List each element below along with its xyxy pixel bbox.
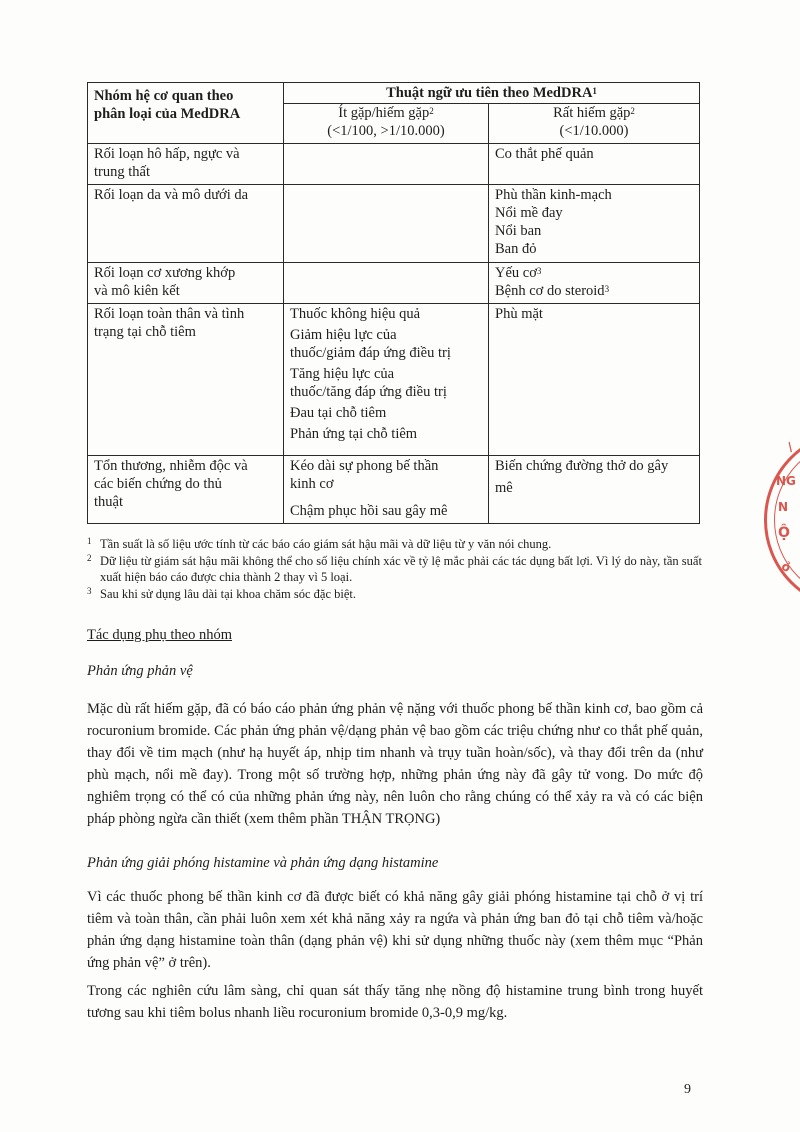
stamp-text: Ộ bbox=[778, 525, 790, 541]
subheading-histamine: Phản ứng giải phóng histamine và phản ứng dạng histamine bbox=[87, 855, 439, 871]
cell-organ-class: Tổn thương, nhiễm độc và các biến chứng do thủ thuật bbox=[88, 456, 284, 524]
page-number: 9 bbox=[684, 1082, 691, 1097]
cell-very-rare: Phù mặt bbox=[489, 304, 700, 456]
table-row bbox=[88, 304, 700, 456]
table-row bbox=[88, 263, 700, 304]
cell-uncommon bbox=[284, 144, 489, 185]
paragraph-histamine-1: Vì các thuốc phong bế thần kinh cơ đã được biết có khả năng gây giải phóng histamine tại chỗ ở vị trí tiêm và toàn thân, cần phải luôn xem xét khả năng xảy ra ngứa và phản ứng ban đỏ tại chỗ tiêm và/hoặc phản ứng dạng histamine toàn thân (dạng phản vệ) khi sử dụng những thuốc này (xem thêm mục “Phản ứng phản vệ” ở trên). bbox=[87, 889, 703, 971]
stamp-text: / bbox=[784, 439, 796, 455]
cell-organ-class: Rối loạn hô hấp, ngực và trung thất bbox=[88, 144, 284, 185]
header-very-rare: Rất hiếm gặp$^2$ (<1/10.000) bbox=[489, 104, 700, 144]
paragraph-histamine-2: Trong các nghiên cứu lâm sàng, chỉ quan sát thấy tăng nhẹ nồng độ histamine trung bình trong huyết tương sau khi tiêm bolus nhanh liều rocuronium bromide 0,3-0,9 mg/kg. bbox=[87, 983, 703, 1021]
footnote: 2 Dữ liệu từ giám sát hậu mãi không thể cho số liệu chính xác về tỷ lệ mắc phải các tác dụng bất lợi. Vì lý do này, tần suất xuất hiện báo cáo được chia thành 2 thay vì 5 loại. bbox=[87, 553, 702, 584]
cell-very-rare: Yếu $cơ^3$ Bệnh cơ do steroid$^3$ bbox=[489, 263, 700, 304]
footnote: 3 Sau khi sử dụng lâu dài tại khoa chăm sóc đặc biệt. bbox=[87, 586, 357, 601]
adverse-reactions-table bbox=[87, 82, 700, 524]
paragraph-anaphylaxis: Mặc dù rất hiếm gặp, đã có báo cáo phản ứng phản vệ nặng với thuốc phong bế thần kinh cơ, bao gồm cả rocuronium bromide. Các phản ứng phản vệ/dạng phản vệ bao gồm các triệu chứng như co thắt phế quản, thay đổi về tim mạch (như hạ huyết áp, nhịp tim nhanh và trụy tuần hoàn/sốc), và thay đổi trên da (như phù mạch, nổi mề đay). Trong một số trường hợp, những phản ứng này đã gây tử vong. Do mức độ nghiêm trọng có thể có của những phản ứng này, nên luôn cho rằng chúng có thể xảy ra và có các biện pháp phòng ngừa cần thiết (xem thêm phần THẬN TRỌNG) bbox=[87, 701, 703, 827]
cell-uncommon: Thuốc không hiệu quả Giảm hiệu lực của thuốc/giảm đáp ứng điều trị Tăng hiệu lực của thuốc/tăng đáp ứng điều trị Đau tại chỗ tiêm Phản ứng tại chỗ tiêm bbox=[284, 304, 489, 456]
cell-very-rare: Phù thần kinh-mạch Nổi mề đay Nổi ban Ban đỏ bbox=[489, 185, 700, 263]
subheading-anaphylaxis: Phản ứng phản vệ bbox=[87, 663, 193, 679]
cell-very-rare: Biến chứng đường thở do gây mê bbox=[489, 456, 700, 524]
cell-uncommon bbox=[284, 185, 489, 263]
table-row bbox=[88, 456, 700, 524]
table-row bbox=[88, 144, 700, 185]
table-row bbox=[88, 185, 700, 263]
header-organ-class: Nhóm hệ cơ quan theo phân loại của MedDRA bbox=[88, 83, 284, 144]
stamp-text: ỏ bbox=[779, 558, 794, 576]
footnotes bbox=[87, 536, 707, 603]
header-meddra-term: Thuật ngữ ưu tiên theo MedDRA$^1$ bbox=[284, 83, 700, 104]
cell-uncommon: Kéo dài sự phong bế thần kinh cơ Chậm phục hồi sau gây mê bbox=[284, 456, 489, 524]
stamp-fragment bbox=[752, 430, 800, 620]
section-heading-group-effects: Tác dụng phụ theo nhóm bbox=[87, 627, 232, 643]
cell-organ-class: Rối loạn da và mô dưới da bbox=[88, 185, 284, 263]
header-uncommon: Ít gặp/hiếm gặp$^2$ (<1/100, >1/10.000) bbox=[284, 104, 489, 144]
cell-organ-class: Rối loạn cơ xương khớp và mô kiên kết bbox=[88, 263, 284, 304]
stamp-text: N bbox=[778, 500, 789, 514]
table-header-row bbox=[88, 83, 700, 104]
cell-uncommon bbox=[284, 263, 489, 304]
cell-organ-class: Rối loạn toàn thân và tình trạng tại chỗ tiêm bbox=[88, 304, 284, 456]
stamp-text: NG bbox=[776, 474, 796, 488]
cell-very-rare: Co thắt phế quản bbox=[489, 144, 700, 185]
footnote: 1 Tần suất là số liệu ước tính từ các báo cáo giám sát hậu mãi và dữ liệu từ y văn nói chung. bbox=[87, 536, 552, 551]
